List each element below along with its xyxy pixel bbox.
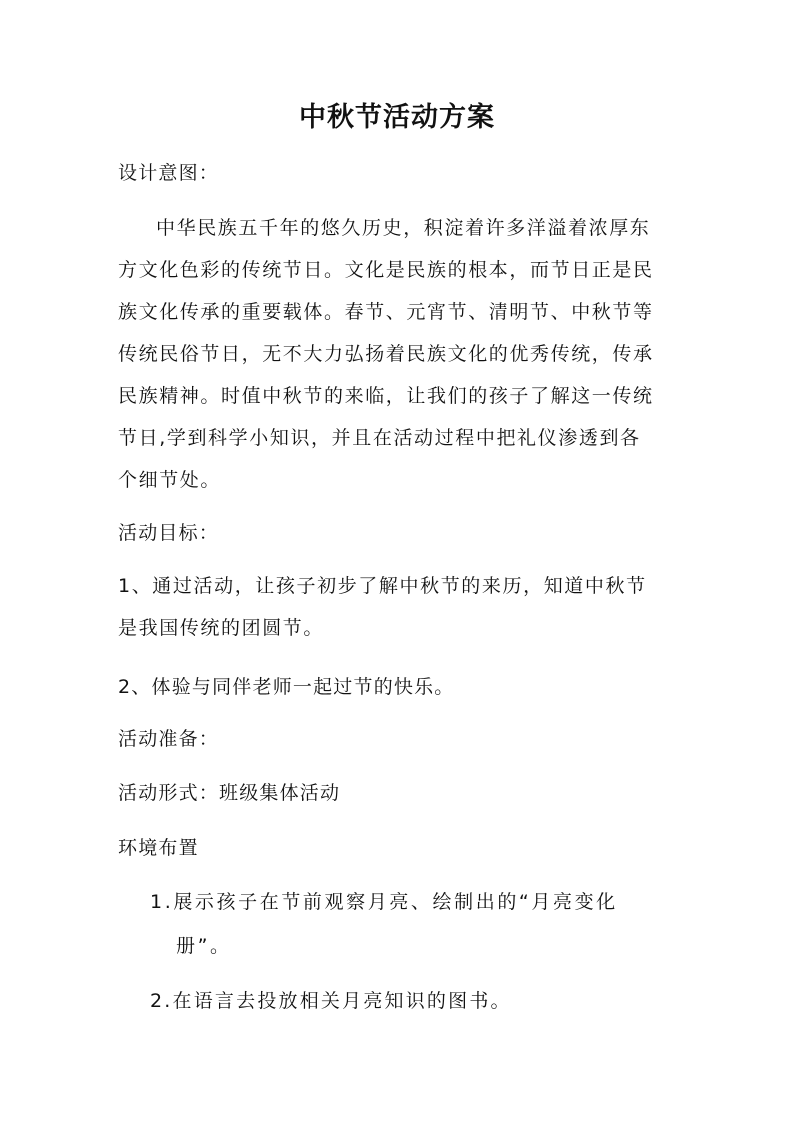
environment-item-2: 2.在语言去投放相关月亮知识的图书。 xyxy=(150,990,512,1012)
paragraph-line: 传统民俗节日，无不大力弘扬着民族文化的优秀传统，传承 xyxy=(118,343,654,365)
goal-line: 1、通过活动，让孩子初步了解中秋节的来历，知道中秋节 xyxy=(118,575,647,597)
environment-item-1 xyxy=(150,880,680,968)
paragraph-line: 方文化色彩的传统节日。文化是民族的根本，而节日正是民 xyxy=(118,259,654,281)
goal-item-2: 2、体验与同伴老师一起过节的快乐。 xyxy=(118,676,455,698)
design-intent-heading: 设计意图： xyxy=(118,162,220,184)
environment-heading: 环境布置 xyxy=(118,837,199,859)
document-title: 中秋节活动方案 xyxy=(299,102,495,133)
goal-line: 是我国传统的团圆节。 xyxy=(118,617,325,639)
goal-item-1 xyxy=(118,565,678,649)
paragraph-line: 中华民族五千年的悠久历史，积淀着许多洋溢着浓厚东 xyxy=(156,217,651,239)
paragraph-line: 民族精神。时值中秋节的来临，让我们的孩子了解这一传统 xyxy=(118,385,654,407)
activity-prep-heading: 活动准备： xyxy=(118,728,220,750)
activity-form-line: 活动形式：班级集体活动 xyxy=(118,782,341,804)
paragraph-line: 个细节处。 xyxy=(118,469,222,491)
paragraph-line: 族文化传承的重要载体。春节、元宵节、清明节、中秋节等 xyxy=(118,301,654,323)
env-line: 册”。 xyxy=(176,935,232,957)
env-line: 1.展示孩子在节前观察月亮、绘制出的“月亮变化 xyxy=(150,891,618,913)
activity-goals-heading: 活动目标： xyxy=(118,522,220,544)
paragraph-line: 节日,学到科学小知识，并且在活动过程中把礼仪渗透到各 xyxy=(118,427,641,449)
design-intent-paragraph xyxy=(118,207,678,501)
